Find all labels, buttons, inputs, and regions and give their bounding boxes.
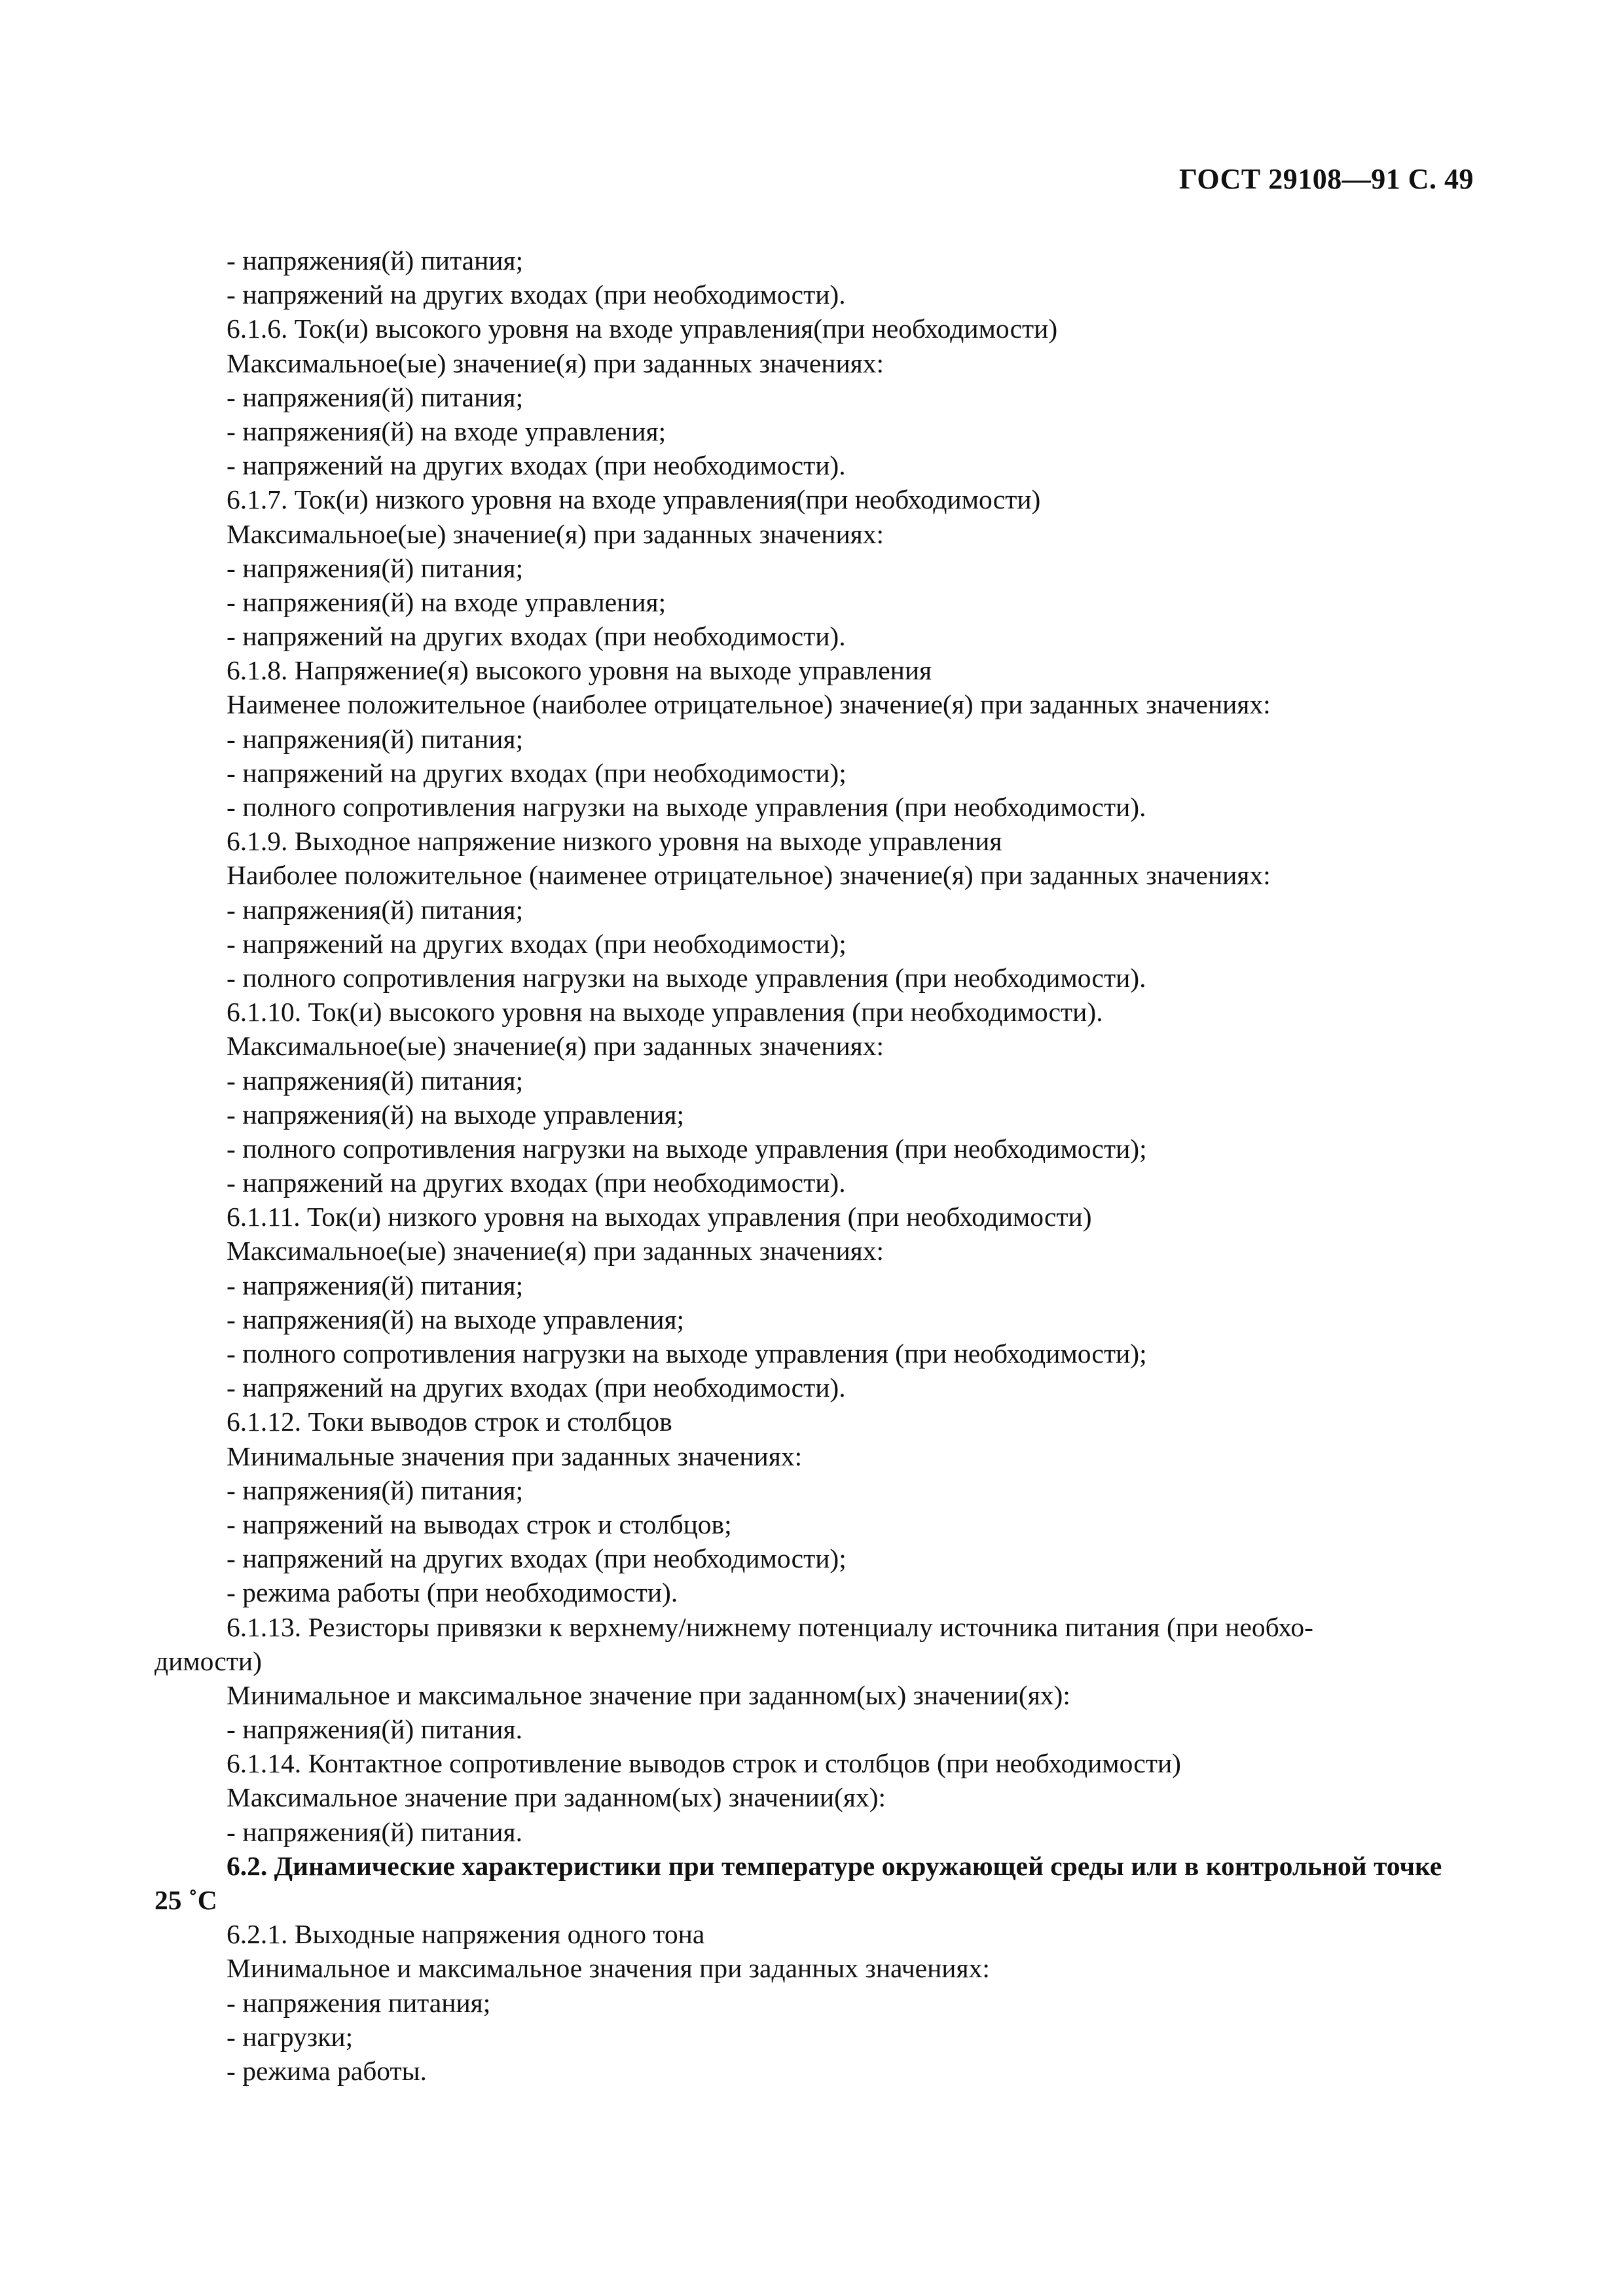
text-line: - напряжений на других входах (при необходимости).	[227, 621, 846, 652]
text-line: Минимальные значения при заданных значениях:	[227, 1441, 803, 1471]
text-line: - напряжений на других входах (при необходимости).	[227, 1372, 846, 1403]
text-line: - напряжения(й) питания;	[227, 894, 524, 925]
document-body	[155, 243, 1490, 2088]
text-line: - напряжения(й) питания;	[227, 382, 524, 412]
text-line: Максимальное(ые) значение(я) при заданных значениях:	[227, 1031, 884, 1062]
text-line: 6.1.8. Напряжение(я) высокого уровня на выходе управления	[227, 655, 932, 686]
text-line: - нагрузки;	[227, 2021, 354, 2052]
page-header: ГОСТ 29108—91 С. 49	[1178, 163, 1474, 195]
text-line: 6.1.9. Выходное напряжение низкого уровня на выходе управления	[227, 826, 1002, 857]
text-line: - напряжения(й) питания;	[227, 1270, 524, 1300]
text-line: - напряжений на других входах (при необходимости);	[227, 1543, 847, 1574]
text-line: димости)	[155, 1645, 262, 1676]
text-line: - напряжений на других входах (при необходимости).	[227, 450, 846, 481]
text-line: - полного сопротивления нагрузки на выходе управления (при необходимости).	[227, 962, 1146, 993]
text-line: - напряжений на других входах (при необходимости).	[227, 1168, 846, 1198]
text-line: - напряжения(й) на входе управления;	[227, 586, 666, 617]
text-line: - полного сопротивления нагрузки на выходе управления (при необходимости);	[227, 1338, 1147, 1369]
text-line: 6.1.12. Токи выводов строк и столбцов	[227, 1407, 672, 1437]
text-line: - полного сопротивления нагрузки на выходе управления (при необходимости);	[227, 1133, 1147, 1164]
text-line: Наименее положительное (наиболее отрицательное) значение(я) при заданных значениях:	[227, 689, 1271, 720]
section-heading-line: 25 ˚С	[155, 1885, 217, 1915]
text-line: 6.1.11. Ток(и) низкого уровня на выходах управления (при необходимости)	[227, 1202, 1092, 1232]
text-line: - напряжения(й) на выходе управления;	[227, 1099, 685, 1130]
text-line: 6.1.14. Контактное сопротивление выводов строк и столбцов (при необходимости)	[227, 1748, 1181, 1779]
text-line: - напряжения(й) на выходе управления;	[227, 1304, 685, 1335]
section-heading-line: 6.2. Динамические характеристики при температуре окружающей среды или в контрольной точке	[227, 1850, 1442, 1881]
text-line: - напряжения(й) питания;	[227, 552, 524, 583]
text-line: - напряжения(й) питания;	[227, 723, 524, 754]
text-line: 6.1.10. Ток(и) высокого уровня на выходе управления (при необходимости).	[227, 997, 1103, 1028]
text-line: - напряжения(й) питания.	[227, 1714, 522, 1745]
text-line: - напряжений на выводах строк и столбцов;	[227, 1509, 732, 1539]
text-line: - напряжения(й) на входе управления;	[227, 416, 666, 446]
text-line: - напряжения(й) питания;	[227, 245, 524, 276]
text-line: Максимальное значение при заданном(ых) значении(ях):	[227, 1782, 886, 1813]
text-line: - напряжения(й) питания;	[227, 1475, 524, 1505]
text-line: 6.1.6. Ток(и) высокого уровня на входе управления(при необходимости)	[227, 314, 1058, 344]
text-line: Максимальное(ые) значение(я) при заданных значениях:	[227, 1236, 884, 1266]
text-line: - режима работы.	[227, 2055, 427, 2086]
text-line: 6.2.1. Выходные напряжения одного тона	[227, 1919, 705, 1950]
text-line: - напряжения(й) питания.	[227, 1816, 522, 1847]
text-line: - напряжений на других входах (при необходимости);	[227, 928, 847, 959]
text-line: - напряжений на других входах (при необходимости);	[227, 757, 847, 788]
text-line: 6.1.13. Резисторы привязки к верхнему/нижнему потенциалу источника питания (при необхо-	[227, 1611, 1313, 1642]
text-line: Максимальное(ые) значение(я) при заданных значениях:	[227, 348, 884, 378]
text-line: - полного сопротивления нагрузки на выходе управления (при необходимости).	[227, 792, 1146, 822]
text-line: Минимальное и максимальное значение при заданном(ых) значении(ях):	[227, 1679, 1070, 1710]
text-line: Минимальное и максимальное значения при заданных значениях:	[227, 1953, 990, 1984]
text-line: Максимальное(ые) значение(я) при заданных значениях:	[227, 518, 884, 549]
text-line: - напряжения(й) питания;	[227, 1065, 524, 1096]
text-line: - напряжения питания;	[227, 1987, 491, 2018]
text-line: 6.1.7. Ток(и) низкого уровня на входе управления(при необходимости)	[227, 484, 1041, 515]
text-line: Наиболее положительное (наименее отрицательное) значение(я) при заданных значениях:	[227, 860, 1271, 891]
text-line: - напряжений на других входах (при необходимости).	[227, 279, 846, 310]
text-line: - режима работы (при необходимости).	[227, 1577, 678, 1608]
